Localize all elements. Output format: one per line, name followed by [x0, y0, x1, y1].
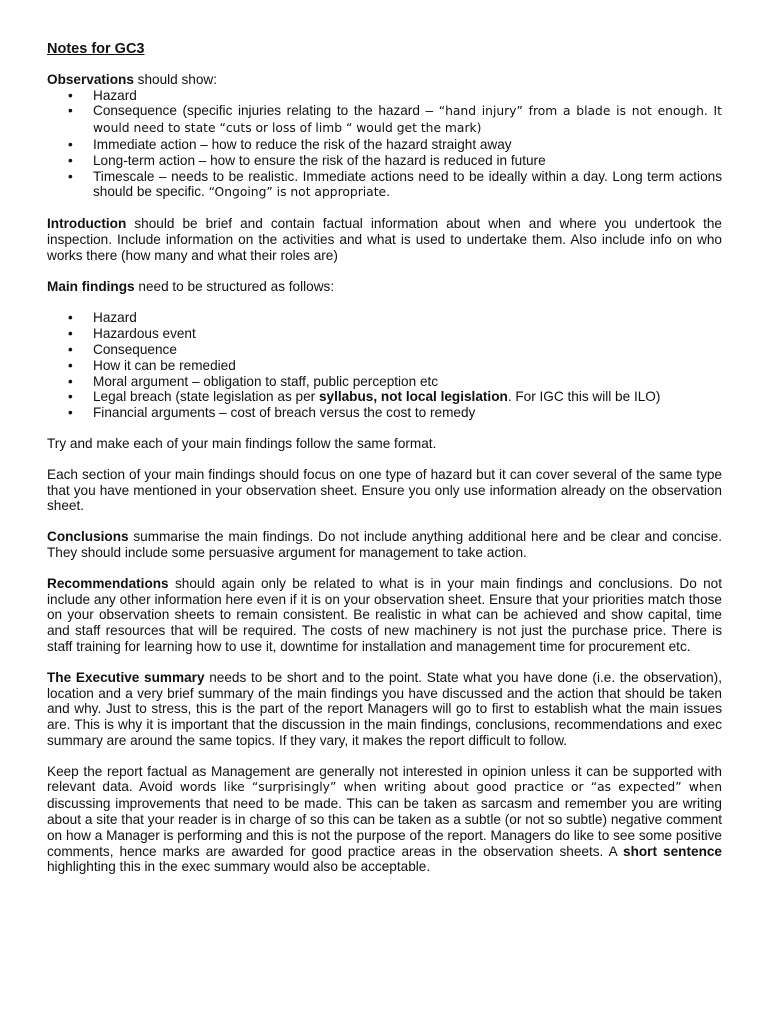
closing-note: words like “surprisingly” when writing about good practice or “as expected” when	[179, 780, 722, 795]
main-findings-lead	[47, 279, 722, 295]
list-item-text: Long-term action – how to ensure the risk of the hazard is reduced in future	[93, 152, 546, 168]
observations-list	[47, 88, 722, 202]
list-item: • Consequence	[47, 342, 722, 358]
introduction-heading: Introduction	[47, 216, 127, 232]
recommendations-text: should again only be related to what is in your main findings and conclusions. Do not include any other information here even if it is on your observation sheet. Ensure that your priorities match those on your observation sheets to remain consistent. Be realistic in what can be achieved and show capital, time and staff resources that will be required. The costs of new machinery is not just the purchase price. There is staff training for learning how to use it, downtime for installation and management time for procurement etc.	[47, 575, 722, 654]
main-findings-lead-text: need to be structured as follows:	[134, 278, 335, 294]
list-item	[47, 153, 722, 169]
conclusions-paragraph	[47, 529, 722, 561]
closing-text: discussing improvements that need to be made. This can be taken as sarcasm and remember you are writing about a site that your reader is in charge of so this can be taken as a subtle (or not so subtle) negative comment on how a Manager is performing and this is not the purpose of the report. Managers do like to see some positive comments, hence marks are awarded for good practice areas in the observation sheets. A	[47, 796, 722, 859]
executive-summary-paragraph	[47, 670, 722, 749]
observations-lead-text: should show:	[133, 71, 218, 87]
conclusions-heading: Conclusions	[47, 529, 129, 545]
executive-summary-heading: The Executive summary	[47, 669, 205, 685]
recommendations-heading: Recommendations	[47, 575, 169, 591]
format-note: Try and make each of your main findings follow the same format.	[47, 435, 437, 451]
closing-emphasis: short sentence	[623, 843, 722, 859]
list-item: • Hazardous event	[47, 326, 722, 342]
list-item-text: Consequence (specific injuries relating to the hazard –	[93, 103, 439, 119]
observations-section	[47, 72, 722, 201]
conclusions-text: summarise the main findings. Do not include anything additional here and be clear and concise. They should include some persuasive argument for management to take action.	[47, 529, 722, 560]
executive-summary-text: needs to be short and to the point. State what you have done (i.e. the observation), location and a very brief summary of the main findings you have discussed and the action that should be taken and why. Just to stress, this is the part of the report Managers will go to first to establish what the main issues are. This is why it is important that the discussion in the main findings, conclusions, recommendations and exec summary are around the same topics. If they vary, it makes the report difficult to follow.	[47, 669, 722, 748]
list-item: • How it can be remedied	[47, 358, 722, 374]
main-findings-list	[47, 310, 722, 421]
closing-paragraph	[47, 764, 722, 876]
list-item	[47, 389, 722, 405]
list-item-text: Hazard	[93, 87, 137, 103]
list-item-note: “Ongoing” is not appropriate.	[208, 185, 390, 200]
list-item	[47, 169, 722, 202]
list-item: • Hazard	[47, 310, 722, 326]
list-item-emphasis: syllabus, not local legislation	[318, 389, 508, 405]
main-findings-heading: Main findings	[47, 278, 135, 294]
list-item: • Moral argument – obligation to staff, public perception etc	[47, 374, 722, 390]
introduction-paragraph	[47, 216, 722, 263]
list-item	[47, 103, 722, 137]
document-body	[47, 42, 722, 890]
list-item: • Financial arguments – cost of breach versus the cost to remedy	[47, 405, 722, 421]
list-item-note: “hand injury” from a blade is not enough. It would need to state “cuts or loss of limb “ would get the mark)	[93, 104, 722, 136]
list-item-text: . For IGC this will be ILO)	[507, 389, 661, 405]
observations-lead	[47, 72, 722, 88]
list-item-text: Timescale – needs to be realistic. Immediate actions need to be ideally within a day. Long term actions should be specific.	[93, 168, 722, 200]
spacer	[47, 294, 722, 310]
page-title: Notes for GC3	[47, 41, 145, 57]
recommendations-paragraph	[47, 576, 722, 655]
closing-text: highlighting this in the exec summary would also be acceptable.	[47, 859, 431, 875]
introduction-text: should be brief and contain factual information about when and where you undertook the inspection. Include information on the activities and what is used to undertake them. Also include info on who works there (how many and what their roles are)	[47, 216, 722, 263]
observations-heading: Observations	[47, 71, 134, 87]
list-item-text: Immediate action – how to reduce the risk of the hazard straight away	[93, 136, 512, 152]
list-item	[47, 137, 722, 153]
list-item	[47, 88, 722, 104]
list-item-text: Legal breach (state legislation as per	[93, 389, 319, 405]
section-note: Each section of your main findings should focus on one type of hazard but it can cover several of the same type that you have mentioned in your observation sheet. Ensure you only use information already on the observation sheet.	[47, 466, 722, 514]
closing-text: Keep the report factual as Management are generally not interested in opinion unless it can be supported with relevant data. Avoid	[47, 763, 722, 795]
